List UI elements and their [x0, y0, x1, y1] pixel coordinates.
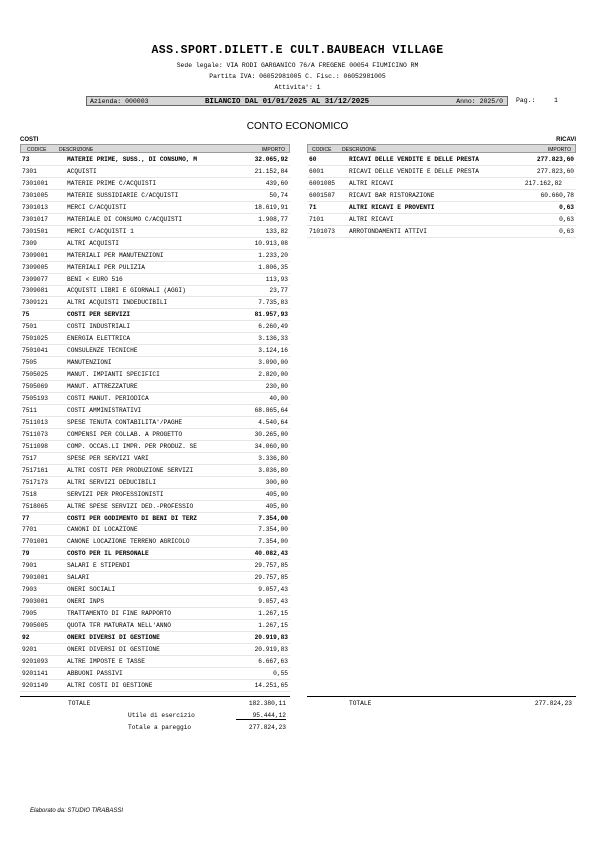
row-descrizione: COSTI PER SERVIZI [67, 311, 131, 319]
row-codice: 7901001 [22, 574, 48, 582]
row-importo: 29.757,85 [254, 562, 288, 570]
row-importo: 9.057,43 [258, 586, 288, 594]
row-descrizione: COSTI PER GODIMENTO DI BENI DI TERZ [67, 514, 197, 522]
table-row [307, 226, 576, 238]
row-codice: 92 [22, 634, 30, 641]
col-importo: IMPORTO [547, 147, 571, 153]
row-codice: 75 [22, 311, 30, 319]
col-codice: CODICE [312, 147, 332, 153]
row-codice: 7701001 [22, 538, 48, 546]
row-importo: 81.957,93 [254, 311, 288, 319]
row-importo: 68.865,64 [254, 406, 288, 414]
row-codice: 7511098 [22, 442, 48, 450]
bilancio-period: BILANCIO DAL 01/01/2025 AL 31/12/2025 [205, 97, 370, 106]
costi-label: COSTI [20, 137, 39, 143]
table-row [20, 453, 290, 465]
table-row [307, 178, 576, 190]
row-descrizione: SERVIZI PER PROFESSIONISTI [67, 490, 164, 498]
table-row [20, 501, 290, 513]
row-descrizione: ARROTONDAMENTI ATTIVI [349, 227, 427, 235]
row-descrizione: SPESE PER SERVIZI VARI [67, 454, 149, 462]
row-descrizione: MATERIALE DI CONSUMO C/ACQUISTI [67, 215, 183, 223]
row-codice: 7501025 [22, 335, 48, 343]
row-codice: 7517161 [22, 466, 48, 474]
row-importo: 40,00 [269, 395, 288, 402]
row-importo: 9.057,43 [258, 598, 288, 606]
row-importo: 20.919,83 [254, 645, 288, 653]
row-codice: 7518 [22, 490, 37, 498]
table-row [20, 297, 290, 309]
row-importo: 0,63 [559, 203, 574, 211]
table-row [20, 309, 290, 321]
row-codice: 9201093 [22, 657, 48, 665]
row-codice: 7301017 [22, 215, 48, 223]
row-codice: 7905 [22, 610, 37, 618]
row-descrizione: TRATTAMENTO DI FINE RAPPORTO [67, 610, 171, 618]
row-codice: 79 [22, 550, 30, 558]
table-row [307, 214, 576, 226]
row-descrizione: MATERIE PRIME C/ACQUISTI [67, 179, 157, 187]
row-codice: 60 [309, 156, 317, 163]
row-codice: 7701 [22, 526, 37, 534]
row-importo: 60.660,78 [540, 191, 574, 199]
table-row [20, 584, 290, 596]
row-codice: 7517 [22, 454, 37, 462]
row-descrizione: ONERI DIVERSI DI GESTIONE [67, 645, 160, 653]
table-row [20, 262, 290, 274]
table-row [20, 465, 290, 477]
row-codice: 7517173 [22, 478, 48, 486]
row-importo: 113,93 [265, 275, 288, 283]
row-descrizione: MATERIE SUSSIDIARIE C/ACQUISTI [67, 191, 179, 199]
ricavi-column-header [307, 144, 576, 153]
table-row [20, 441, 290, 453]
row-importo: 20.919,83 [254, 634, 288, 641]
totale-costi-label: TOTALE [68, 700, 91, 707]
row-codice: 7501 [22, 323, 37, 331]
row-descrizione: MERCI C/ACQUISTI [67, 203, 127, 211]
row-codice: 7511013 [22, 418, 48, 426]
table-row [20, 214, 290, 226]
row-descrizione: ALTRI ACQUISTI [67, 239, 119, 247]
row-importo: 1.908,77 [258, 215, 288, 223]
row-codice: 7518065 [22, 502, 48, 510]
row-importo: 18.619,91 [254, 203, 288, 211]
row-codice: 71 [309, 203, 317, 211]
table-row [20, 238, 290, 250]
section-title: CONTO ECONOMICO [246, 121, 349, 132]
table-row [307, 166, 576, 178]
row-importo: 6.260,49 [258, 323, 288, 331]
partita-iva: Partita IVA: 06052981005 C. Fisc.: 06052981005 [209, 73, 386, 80]
row-codice: 7505 [22, 359, 37, 367]
row-descrizione: MATERIALI PER PULIZIA [67, 263, 145, 271]
row-importo: 439,60 [265, 179, 288, 187]
azienda-bar [86, 96, 508, 106]
row-codice: 7903 [22, 586, 37, 594]
table-row [20, 405, 290, 417]
row-importo: 6.667,63 [258, 657, 288, 665]
page-number: 1 [554, 97, 558, 104]
row-importo: 277.823,60 [536, 156, 574, 163]
row-descrizione: ALTRE IMPOSTE E TASSE [67, 657, 145, 665]
row-importo: 405,00 [265, 502, 288, 510]
row-descrizione: ALTRI RICAVI [349, 179, 394, 187]
ricavi-bottom-rule [307, 696, 576, 697]
table-row [20, 608, 290, 620]
table-row [20, 393, 290, 405]
row-importo: 1.233,20 [258, 251, 288, 259]
row-importo: 32.065,92 [254, 156, 288, 163]
row-descrizione: COSTI INDUSTRIALI [67, 323, 131, 331]
row-descrizione: MANUT. IMPIANTI SPECIFICI [67, 371, 160, 379]
row-codice: 6001 [309, 167, 324, 175]
company-name: ASS.SPORT.DILETT.E CULT.BAUBEACH VILLAGE [151, 44, 444, 57]
sede-legale: Sede legale: VIA RODI GARGANICO 76/A FREGENE 00054 FIUMICINO RM [176, 62, 419, 69]
row-importo: 300,00 [265, 478, 288, 486]
attivita: Attivita': 1 [274, 84, 321, 91]
col-codice: CODICE [27, 147, 47, 153]
row-importo: 217.162,82 [524, 179, 562, 187]
row-descrizione: ALTRI COSTI PER PRODUZIONE SERVIZI [67, 466, 194, 474]
row-codice: 7905005 [22, 622, 48, 630]
table-row [20, 250, 290, 262]
row-codice: 73 [22, 156, 30, 163]
table-row [20, 381, 290, 393]
table-row [20, 369, 290, 381]
table-row [20, 632, 290, 644]
row-descrizione: COMP. OCCAS.LI IMPR. PER PRODUZ. SE [67, 442, 197, 450]
row-codice: 7101073 [309, 227, 335, 235]
row-importo: 0,63 [559, 215, 574, 223]
table-row [20, 178, 290, 190]
pareggio-label: Totale a pareggio [128, 724, 192, 731]
row-descrizione: ALTRI RICAVI [349, 215, 394, 223]
row-codice: 7309 [22, 239, 37, 247]
row-descrizione: RICAVI DELLE VENDITE E DELLE PRESTA [349, 156, 479, 163]
page-label: Pag.: [516, 97, 536, 104]
row-importo: 3.036,80 [258, 466, 288, 474]
costi-bottom-rule [20, 696, 290, 697]
table-row [307, 190, 576, 202]
row-descrizione: QUOTA TFR MATURATA NELL'ANNO [67, 622, 171, 630]
row-descrizione: CONSULENZE TECNICHE [67, 347, 138, 355]
table-row [20, 166, 290, 178]
costi-column-header [20, 144, 290, 153]
row-codice: 77 [22, 514, 30, 522]
row-importo: 277.823,60 [536, 167, 574, 175]
row-importo: 1.806,35 [258, 263, 288, 271]
row-importo: 7.354,00 [258, 538, 288, 546]
table-row [20, 596, 290, 608]
row-importo: 230,00 [265, 383, 288, 391]
table-row [20, 572, 290, 584]
table-row [20, 417, 290, 429]
row-importo: 3.336,80 [258, 454, 288, 462]
row-codice: 7903001 [22, 598, 48, 606]
row-importo: 30.265,00 [254, 430, 288, 438]
table-row [20, 274, 290, 286]
row-codice: 9201141 [22, 669, 48, 677]
row-descrizione: MANUTENZIONI [67, 359, 112, 367]
row-codice: 9201149 [22, 681, 48, 689]
pareggio-value: 277.824,23 [248, 724, 286, 731]
row-descrizione: BENI < EURO 516 [67, 275, 123, 283]
row-importo: 34.060,00 [254, 442, 288, 450]
row-codice: 7505069 [22, 383, 48, 391]
row-descrizione: ONERI SOCIALI [67, 586, 116, 594]
table-row [20, 548, 290, 560]
row-descrizione: ALTRI RICAVI E PROVENTI [349, 203, 435, 211]
table-row [20, 620, 290, 632]
row-descrizione: CANONI DI LOCAZIONE [67, 526, 138, 534]
anno: Anno: 2025/0 [456, 98, 503, 105]
row-descrizione: ALTRI SERVIZI DEDUCIBILI [67, 478, 157, 486]
row-importo: 4.540,64 [258, 418, 288, 426]
row-importo: 3.136,33 [258, 335, 288, 343]
row-descrizione: MATERIE PRIME, SUSS., DI CONSUMO, M [67, 156, 197, 163]
col-importo: IMPORTO [261, 147, 285, 153]
row-descrizione: ACQUISTI LIBRI E GIORNALI (AGGI) [67, 287, 186, 295]
row-importo: 0,63 [559, 227, 574, 235]
row-descrizione: ONERI INPS [67, 598, 105, 606]
row-descrizione: ENERGIA ELETTRICA [67, 335, 131, 343]
row-importo: 29.757,85 [254, 574, 288, 582]
row-descrizione: COSTI MANUT. PERIODICA [67, 395, 149, 402]
table-row [20, 680, 290, 692]
row-codice: 7301001 [22, 179, 48, 187]
row-importo: 10.913,08 [254, 239, 288, 247]
row-descrizione: ACQUISTI [67, 167, 97, 175]
table-row [20, 285, 290, 297]
row-codice: 7505193 [22, 395, 48, 402]
table-row [20, 656, 290, 668]
table-row [307, 202, 576, 214]
totale-ricavi-label: TOTALE [349, 700, 372, 707]
row-codice: 7301 [22, 167, 37, 175]
row-descrizione: SALARI [67, 574, 90, 582]
table-row [307, 154, 576, 166]
table-row [20, 226, 290, 238]
row-descrizione: RICAVI DELLE VENDITE E DELLE PRESTA [349, 167, 479, 175]
table-row [20, 513, 290, 525]
row-importo: 40.082,43 [254, 550, 288, 558]
row-importo: 133,82 [265, 227, 288, 235]
row-codice: 7511073 [22, 430, 48, 438]
row-codice: 7511 [22, 406, 37, 414]
row-descrizione: COMPENSI PER COLLAB. A PROGETTO [67, 430, 183, 438]
row-importo: 7.735,83 [258, 299, 288, 307]
row-descrizione: ABBUONI PASSIVI [67, 669, 123, 677]
table-row [20, 536, 290, 548]
footer-credit: Elaborato da: STUDIO TIRABASSI [30, 808, 124, 814]
row-codice: 7101 [309, 215, 324, 223]
table-row [20, 190, 290, 202]
col-descrizione: DESCRIZIONE [342, 147, 377, 153]
table-row [20, 668, 290, 680]
table-row [20, 321, 290, 333]
table-row [20, 524, 290, 536]
row-importo: 21.152,84 [254, 167, 288, 175]
row-importo: 23,77 [269, 287, 288, 295]
azienda-code: Azienda: 000003 [90, 98, 149, 105]
table-row [20, 560, 290, 572]
table-row [20, 477, 290, 489]
row-codice: 7501041 [22, 347, 48, 355]
row-importo: 50,74 [269, 191, 288, 199]
row-descrizione: ALTRI COSTI DI GESTIONE [67, 681, 153, 689]
row-importo: 3.090,00 [258, 359, 288, 367]
row-descrizione: SALARI E STIPENDI [67, 562, 131, 570]
row-codice: 7309005 [22, 263, 48, 271]
row-descrizione: MANUT. ATTREZZATURE [67, 383, 138, 391]
row-importo: 14.251,65 [254, 681, 288, 689]
row-codice: 7505025 [22, 371, 48, 379]
row-importo: 0,55 [273, 669, 288, 677]
table-row [20, 154, 290, 166]
table-row [20, 333, 290, 345]
row-importo: 405,00 [265, 490, 288, 498]
row-importo: 7.354,00 [258, 526, 288, 534]
row-descrizione: RICAVI BAR RISTORAZIONE [349, 191, 435, 199]
row-descrizione: SPESE TENUTA CONTABILITA'/PAGHE [67, 418, 183, 426]
row-descrizione: CANONE LOCAZIONE TERRENO AGRICOLO [67, 538, 190, 546]
row-codice: 7309077 [22, 275, 48, 283]
row-codice: 7301013 [22, 203, 48, 211]
table-row [20, 357, 290, 369]
row-descrizione: ALTRE SPESE SERVIZI DED.-PROFESSIO [67, 502, 194, 510]
utile-label: Utile di esercizio [128, 712, 195, 719]
row-codice: 7301005 [22, 191, 48, 199]
row-descrizione: ALTRI ACQUISTI INDEDUCIBILI [67, 299, 168, 307]
row-descrizione: COSTO PER IL PERSONALE [67, 550, 149, 558]
row-descrizione: MERCI C/ACQUISTI 1 [67, 227, 134, 235]
row-descrizione: MATERIALI PER MANUTENZIONI [67, 251, 164, 259]
row-codice: 7309081 [22, 287, 48, 295]
ricavi-label: RICAVI [556, 137, 576, 143]
row-importo: 2.820,00 [258, 371, 288, 379]
row-codice: 7301501 [22, 227, 48, 235]
row-descrizione: ONERI DIVERSI DI GESTIONE [67, 634, 160, 641]
table-row [20, 202, 290, 214]
totale-ricavi-value: 277.824,23 [534, 700, 572, 707]
row-codice: 6001507 [309, 191, 335, 199]
col-descrizione: DESCRIZIONE [59, 147, 94, 153]
row-descrizione: COSTI AMMINISTRATIVI [67, 406, 142, 414]
row-codice: 7901 [22, 562, 37, 570]
table-row [20, 489, 290, 501]
row-importo: 1.267,15 [258, 622, 288, 630]
table-row [20, 644, 290, 656]
row-codice: 7309121 [22, 299, 48, 307]
row-codice: 9201 [22, 645, 37, 653]
row-importo: 7.354,00 [258, 514, 288, 522]
utile-value: 95.444,12 [236, 712, 286, 720]
totale-costi-value: 182.380,11 [248, 700, 286, 707]
row-importo: 1.267,15 [258, 610, 288, 618]
table-row [20, 429, 290, 441]
row-codice: 7309001 [22, 251, 48, 259]
table-row [20, 345, 290, 357]
row-codice: 6001085 [309, 179, 335, 187]
row-importo: 3.124,16 [258, 347, 288, 355]
